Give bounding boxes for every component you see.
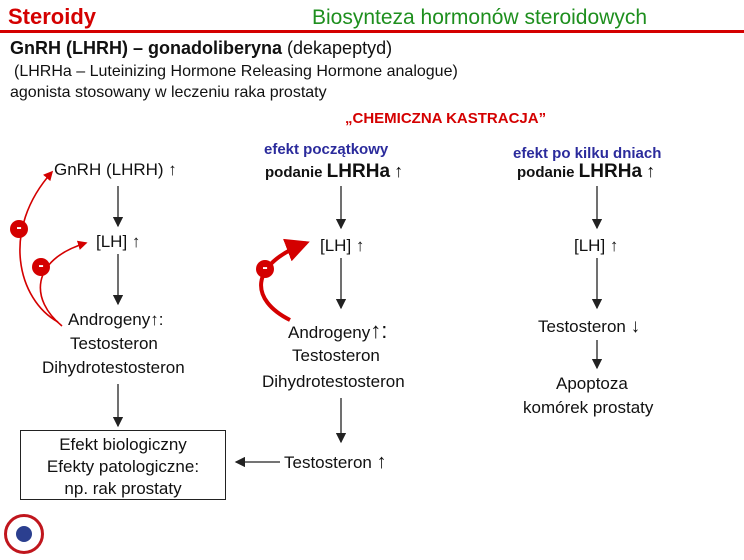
col2-dht: Dihydrotestosteron: [262, 372, 405, 391]
col2-androgens-label: [288, 318, 387, 344]
col2-heading: efekt początkowy: [264, 141, 389, 158]
intro-line-2: (LHRHa – Luteinizing Hormone Releasing Hormone analogue): [14, 63, 458, 80]
col1-testosterone: Testosteron: [70, 334, 158, 353]
col3-apoptosis-1: Apoptoza: [556, 374, 628, 393]
col2-admin-prefix: podanie: [265, 164, 327, 181]
inhibition-marker-1: -: [10, 220, 28, 238]
box-line-3: np. rak prostaty: [64, 479, 182, 498]
col3-admin: [517, 161, 655, 183]
inhibition-marker-3: -: [256, 260, 274, 278]
col1-androgens-up: ↑:: [150, 310, 164, 329]
col3-heading: efekt po kilku dniach: [513, 145, 662, 162]
col3-apoptosis-2: komórek prostaty: [523, 398, 654, 417]
col3-admin-up: ↑: [646, 161, 656, 181]
col2-testosterone: Testosteron: [292, 346, 380, 365]
col2-lh-label: [320, 236, 364, 256]
col2-result-up: ↑: [376, 451, 387, 473]
university-seal-logo: [4, 514, 44, 554]
col2-admin-drug: LHRHa: [326, 161, 391, 182]
biological-effect-box: [20, 430, 226, 500]
col2-testosterone-result: [284, 451, 387, 474]
col3-testosterone-label: [538, 316, 640, 338]
chemical-castration-label: „CHEMICZNA KASTRACJA”: [345, 110, 547, 127]
col1-lh-up: ↑: [131, 232, 141, 251]
col1-gnrh-text: GnRH (LHRH): [54, 160, 164, 179]
col2-lh-up: ↑: [355, 236, 365, 255]
box-line-1: Efekt biologiczny: [59, 435, 187, 454]
col1-androgens-text: Androgeny: [68, 310, 151, 329]
inhibition-marker-2: -: [32, 258, 50, 276]
col1-dht: Dihydrotestosteron: [42, 358, 185, 377]
col1-lh-text: [LH]: [96, 232, 128, 251]
intro-decapeptide: (dekapeptyd): [282, 38, 393, 58]
col1-gnrh-label: [54, 160, 177, 180]
col3-admin-drug: LHRHa: [578, 161, 643, 182]
col2-androgens-text: Androgeny: [288, 323, 371, 342]
col2-testosterone-result-text: Testosteron: [284, 453, 372, 472]
col1-androgens-label: [68, 310, 163, 330]
col3-lh-text: [LH]: [574, 236, 606, 255]
col1-lh-label: [96, 232, 140, 252]
col2-androgens-up: ↑:: [370, 318, 388, 343]
col1-gnrh-up: ↑: [168, 160, 177, 179]
col2-admin: [265, 161, 403, 183]
box-line-2: Efekty patologiczne:: [46, 457, 200, 476]
col3-lh-up: ↑: [609, 236, 619, 255]
page-title: Steroidy: [8, 4, 97, 29]
feedback-arrow-bold: [261, 243, 306, 320]
intro-gnrh-bold: GnRH (LHRH) – gonadoliberyna: [10, 38, 283, 58]
col2-lh-text: [LH]: [320, 236, 352, 255]
col3-admin-prefix: podanie: [517, 164, 579, 181]
feedback-arrow-to-gnrh: [20, 172, 58, 322]
seal-emblem-icon: [16, 526, 32, 542]
col2-admin-up: ↑: [394, 161, 404, 181]
col3-lh-label: [574, 236, 618, 256]
col3-testosterone-text: Testosteron: [538, 317, 626, 336]
page-subtitle: Biosynteza hormonów steroidowych: [312, 6, 647, 29]
col3-down: ↓: [630, 316, 641, 337]
intro-line-3: agonista stosowany w leczeniu raka prostaty: [10, 84, 327, 101]
